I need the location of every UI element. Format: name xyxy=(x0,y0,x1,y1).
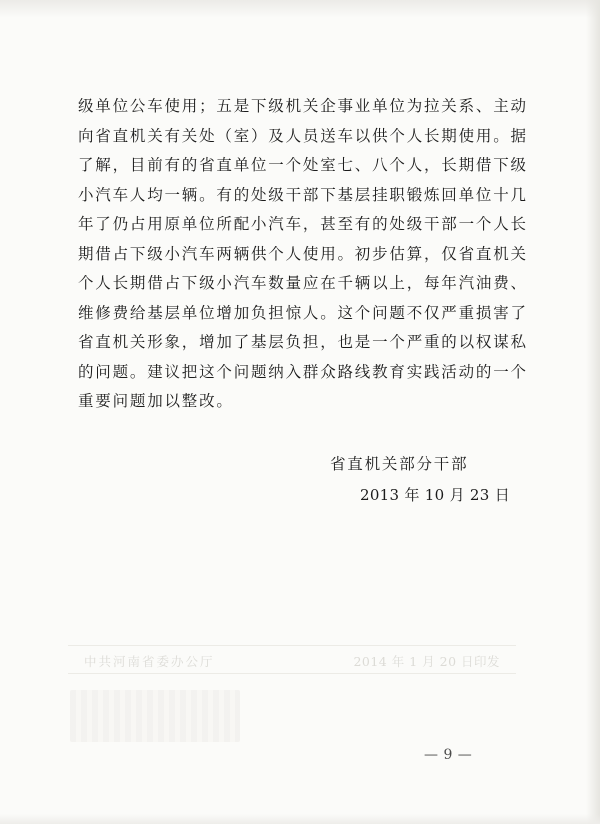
body-line: 维修费给基层单位增加负担惊人。这个问题不仅严重损害了 xyxy=(78,303,528,322)
body-line: 重要问题加以整改。 xyxy=(78,392,234,410)
document-body xyxy=(78,92,528,417)
print-footer xyxy=(68,645,516,675)
body-line: 级单位公车使用；五是下级机关企事业单位为拉关系、主动 xyxy=(78,97,528,115)
body-line: 个人长期借占下级小汽车数量应在千辆以上，每年汽油费、 xyxy=(78,274,528,292)
body-line: 的问题。建议把这个问题纳入群众路线教育实践活动的一个 xyxy=(78,362,528,381)
page-number: — 9 — xyxy=(424,747,473,763)
footer-rule-bottom xyxy=(68,673,516,674)
body-line: 期借占下级小汽车两辆供个人使用。初步估算，仅省直机关 xyxy=(78,244,528,263)
footer-rule-top xyxy=(68,645,516,646)
signature-organization: 省直机关部分干部 xyxy=(330,455,469,473)
body-line: 年了仍占用原单位所配小汽车，甚至有的处级干部一个人长 xyxy=(78,215,528,233)
body-line: 省直机关形象，增加了基层负担，也是一个严重的以权谋私 xyxy=(78,333,528,351)
signature-date: 2013 年 10 月 23 日 xyxy=(360,486,510,504)
body-line: 小汽车人均一辆。有的处级干部下基层挂职锻炼回单位十几 xyxy=(78,185,528,204)
body-line: 了解，目前有的省直单位一个处室七、八个人，长期借下级 xyxy=(78,156,528,174)
footer-print-date: 2014 年 1 月 20 日印发 xyxy=(353,654,500,669)
footer-issuer: 中共河南省委办公厅 xyxy=(84,654,215,669)
body-line: 向省直机关有关处（室）及人员送车以供个人长期使用。据 xyxy=(78,126,528,145)
scan-edge-bottom xyxy=(0,814,600,824)
scan-edge-right xyxy=(586,0,600,824)
scan-edge-top xyxy=(0,0,600,18)
blurred-seal-mark xyxy=(70,690,240,742)
